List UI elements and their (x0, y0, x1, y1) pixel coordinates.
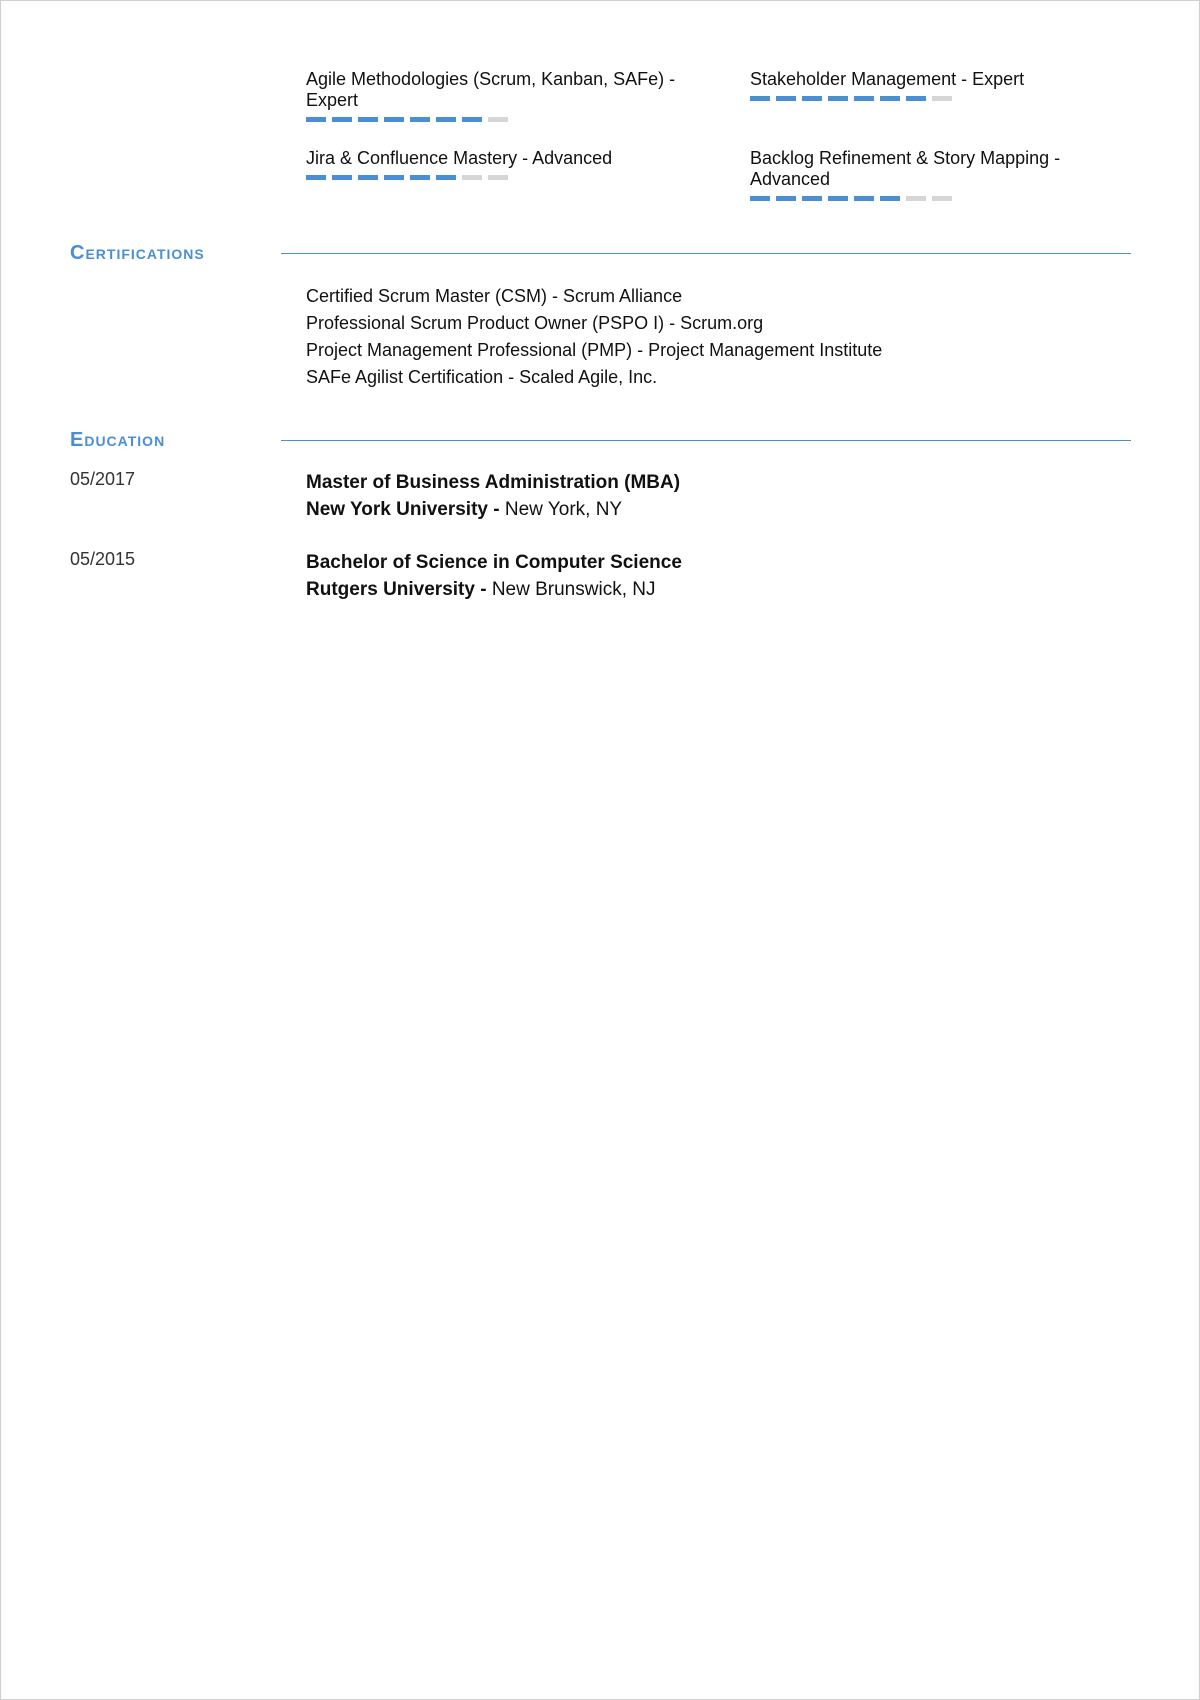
skill-segment-filled (384, 175, 404, 180)
skill-segment-filled (750, 196, 770, 201)
skill-level-bar (306, 175, 696, 180)
school-location: New York, NY (504, 499, 623, 520)
education-date: 05/2017 (70, 469, 136, 489)
degree-title: Master of Business Administration (MBA) (306, 472, 681, 493)
section-divider (281, 440, 1131, 441)
education-date: 05/2015 (70, 549, 136, 569)
education-header (70, 428, 1131, 458)
skill-segment-filled (306, 117, 326, 122)
certification-item: Professional Scrum Product Owner (PSPO I) - Scrum.org (306, 313, 764, 333)
skill-name: Stakeholder Management - Expert (750, 69, 1025, 89)
skill-segment-filled (358, 175, 378, 180)
skill-item (306, 148, 696, 180)
skill-segment-filled (880, 196, 900, 201)
skill-segment-empty (906, 196, 926, 201)
skill-segment-filled (306, 175, 326, 180)
certification-item: Certified Scrum Master (CSM) - Scrum Alliance (306, 286, 683, 306)
skill-segment-filled (880, 96, 900, 101)
skill-segment-empty (932, 96, 952, 101)
skill-segment-filled (332, 117, 352, 122)
school-location: New Brunswick, NJ (491, 579, 656, 600)
skill-segment-filled (410, 117, 430, 122)
skill-segment-filled (828, 196, 848, 201)
education-details (306, 469, 680, 523)
school-name: New York University - (306, 499, 505, 520)
skill-segment-filled (828, 96, 848, 101)
skill-segment-empty (488, 117, 508, 122)
skill-level-bar (750, 196, 1080, 201)
skill-name: Jira & Confluence Mastery - Advanced (306, 148, 613, 168)
skill-segment-empty (462, 175, 482, 180)
school-line (306, 576, 682, 603)
certification-item: SAFe Agilist Certification - Scaled Agile, Inc. (306, 367, 658, 387)
skill-segment-filled (854, 96, 874, 101)
skill-item (750, 69, 1140, 101)
skill-name: Backlog Refinement & Story Mapping - Advanced (750, 148, 1061, 189)
degree-title: Bachelor of Science in Computer Science (306, 552, 682, 573)
skill-segment-filled (854, 196, 874, 201)
skill-level-bar (306, 117, 696, 122)
skill-segment-filled (332, 175, 352, 180)
skill-item (750, 148, 1080, 201)
skill-segment-filled (436, 175, 456, 180)
certifications-header (70, 241, 1131, 271)
skill-segment-empty (488, 175, 508, 180)
skill-segment-filled (410, 175, 430, 180)
skill-item (306, 69, 696, 122)
skill-name: Agile Methodologies (Scrum, Kanban, SAFe) - Expert (306, 69, 676, 110)
skill-segment-filled (750, 96, 770, 101)
skill-level-bar (750, 96, 1140, 101)
skill-segment-filled (802, 96, 822, 101)
skill-segment-filled (384, 117, 404, 122)
section-divider (281, 253, 1131, 254)
skill-segment-filled (776, 96, 796, 101)
skill-segment-filled (436, 117, 456, 122)
education-details (306, 549, 682, 603)
skill-segment-filled (906, 96, 926, 101)
school-name: Rutgers University - (306, 579, 492, 600)
skill-segment-filled (358, 117, 378, 122)
section-title: Education (70, 429, 166, 451)
skill-segment-filled (802, 196, 822, 201)
school-line (306, 496, 680, 523)
section-title: Certifications (70, 242, 205, 264)
certifications-list (306, 283, 882, 391)
certification-item: Project Management Professional (PMP) - Project Management Institute (306, 340, 883, 360)
skill-segment-empty (932, 196, 952, 201)
skill-segment-filled (462, 117, 482, 122)
skill-segment-filled (776, 196, 796, 201)
